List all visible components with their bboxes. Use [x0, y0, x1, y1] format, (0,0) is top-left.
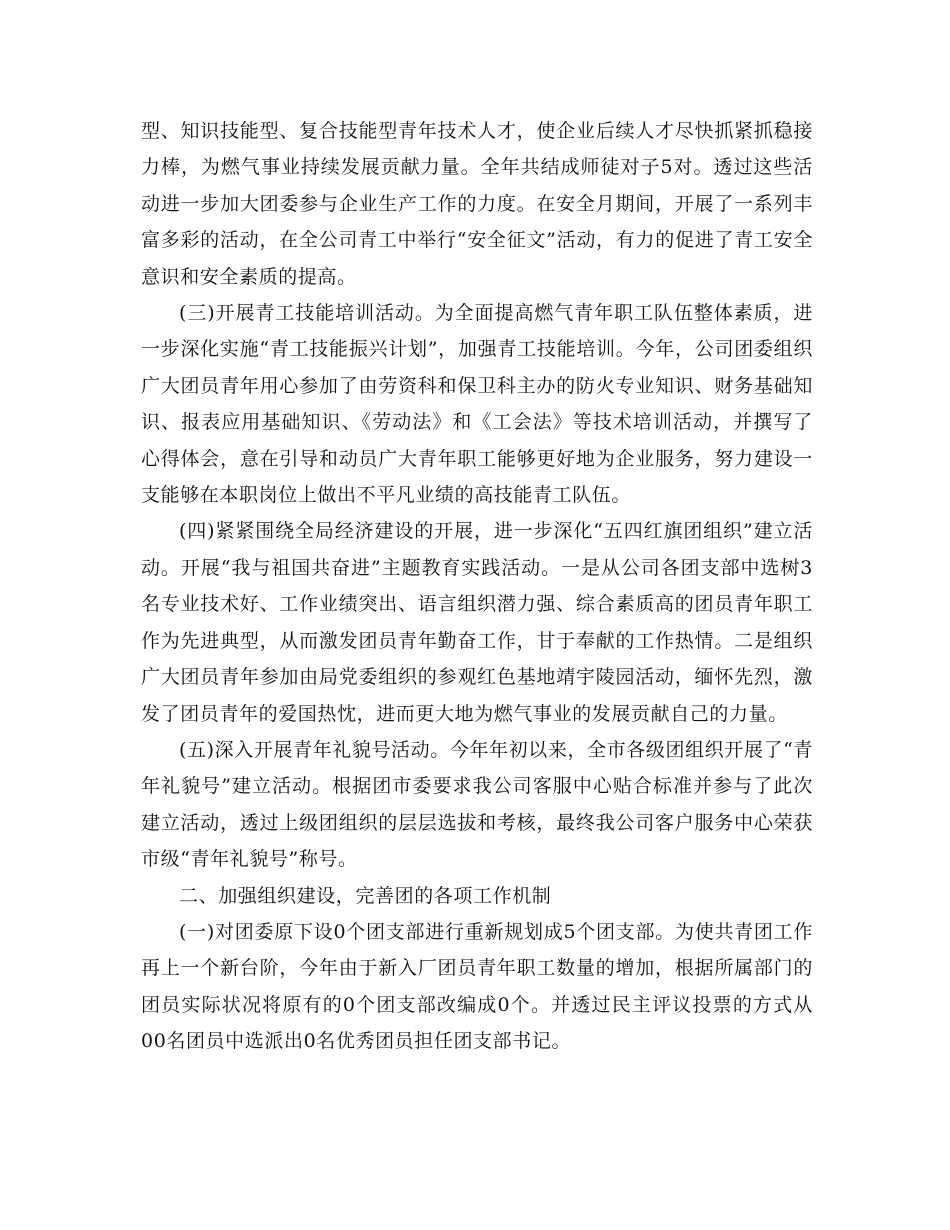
document-body	[141, 113, 813, 1060]
paragraph-1: 型、知识技能型、复合技能型青年技术人才，使企业后续人才尽快抓紧抓稳接力棒，为燃气事业持续发展贡献力量。全年共结成师徒对子5对。透过这些活动进一步加大团委参与企业生产工作的力度。在安全月期间，开展了一系列丰富多彩的活动，在全公司青工中举行“安全征文”活动，有力的促进了青工安全意识和安全素质的提高。	[141, 120, 813, 288]
paragraph-4: (五)深入开展青年礼貌号活动。今年年初以来，全市各级团组织开展了“青年礼貌号”建立活动。根据团市委要求我公司客服中心贴合标准并参与了此次建立活动，透过上级团组织的层层选拔和考核，最终我公司客户服务中心荣获市级“青年礼貌号”称号。	[141, 738, 813, 871]
section-heading: 二、加强组织建设，完善团的各项工作机制	[179, 884, 552, 907]
paragraph-5: (一)对团委原下设0个团支部进行重新规划成5个团支部。为使共青团工作再上一个新台阶，今年由于新入厂团员青年职工数量的增加，根据所属部门的团员实际状况将原有的0个团支部改编成0个。并透过民主评议投票的方式从00名团员中选派出0名优秀团员担任团支部书记。	[141, 920, 813, 1053]
paragraph-3: (四)紧紧围绕全局经济建设的开展，进一步深化“五四红旗团组织”建立活动。开展“我与祖国共奋进”主题教育实践活动。一是从公司各团支部中选树3名专业技术好、工作业绩突出、语言组织潜力强、综合素质高的团员青年职工作为先进典型，从而激发团员青年勤奋工作，甘于奉献的工作热情。二是组织广大团员青年参加由局党委组织的参观红色基地靖宇陵园活动，缅怀先烈，激发了团员青年的爱国热忱，进而更大地为燃气事业的发展贡献自己的力量。	[141, 520, 813, 725]
paragraph-2: (三)开展青工技能培训活动。为全面提高燃气青年职工队伍整体素质，进一步深化实施“青工技能振兴计划”，加强青工技能培训。今年，公司团委组织广大团员青年用心参加了由劳资科和保卫科主办的防火专业知识、财务基础知识、报表应用基础知识、《劳动法》和《工会法》等技术培训活动，并撰写了心得体会，意在引导和动员广大青年职工能够更好地为企业服务，努力建设一支能够在本职岗位上做出不平凡业绩的高技能青工队伍。	[141, 302, 813, 507]
